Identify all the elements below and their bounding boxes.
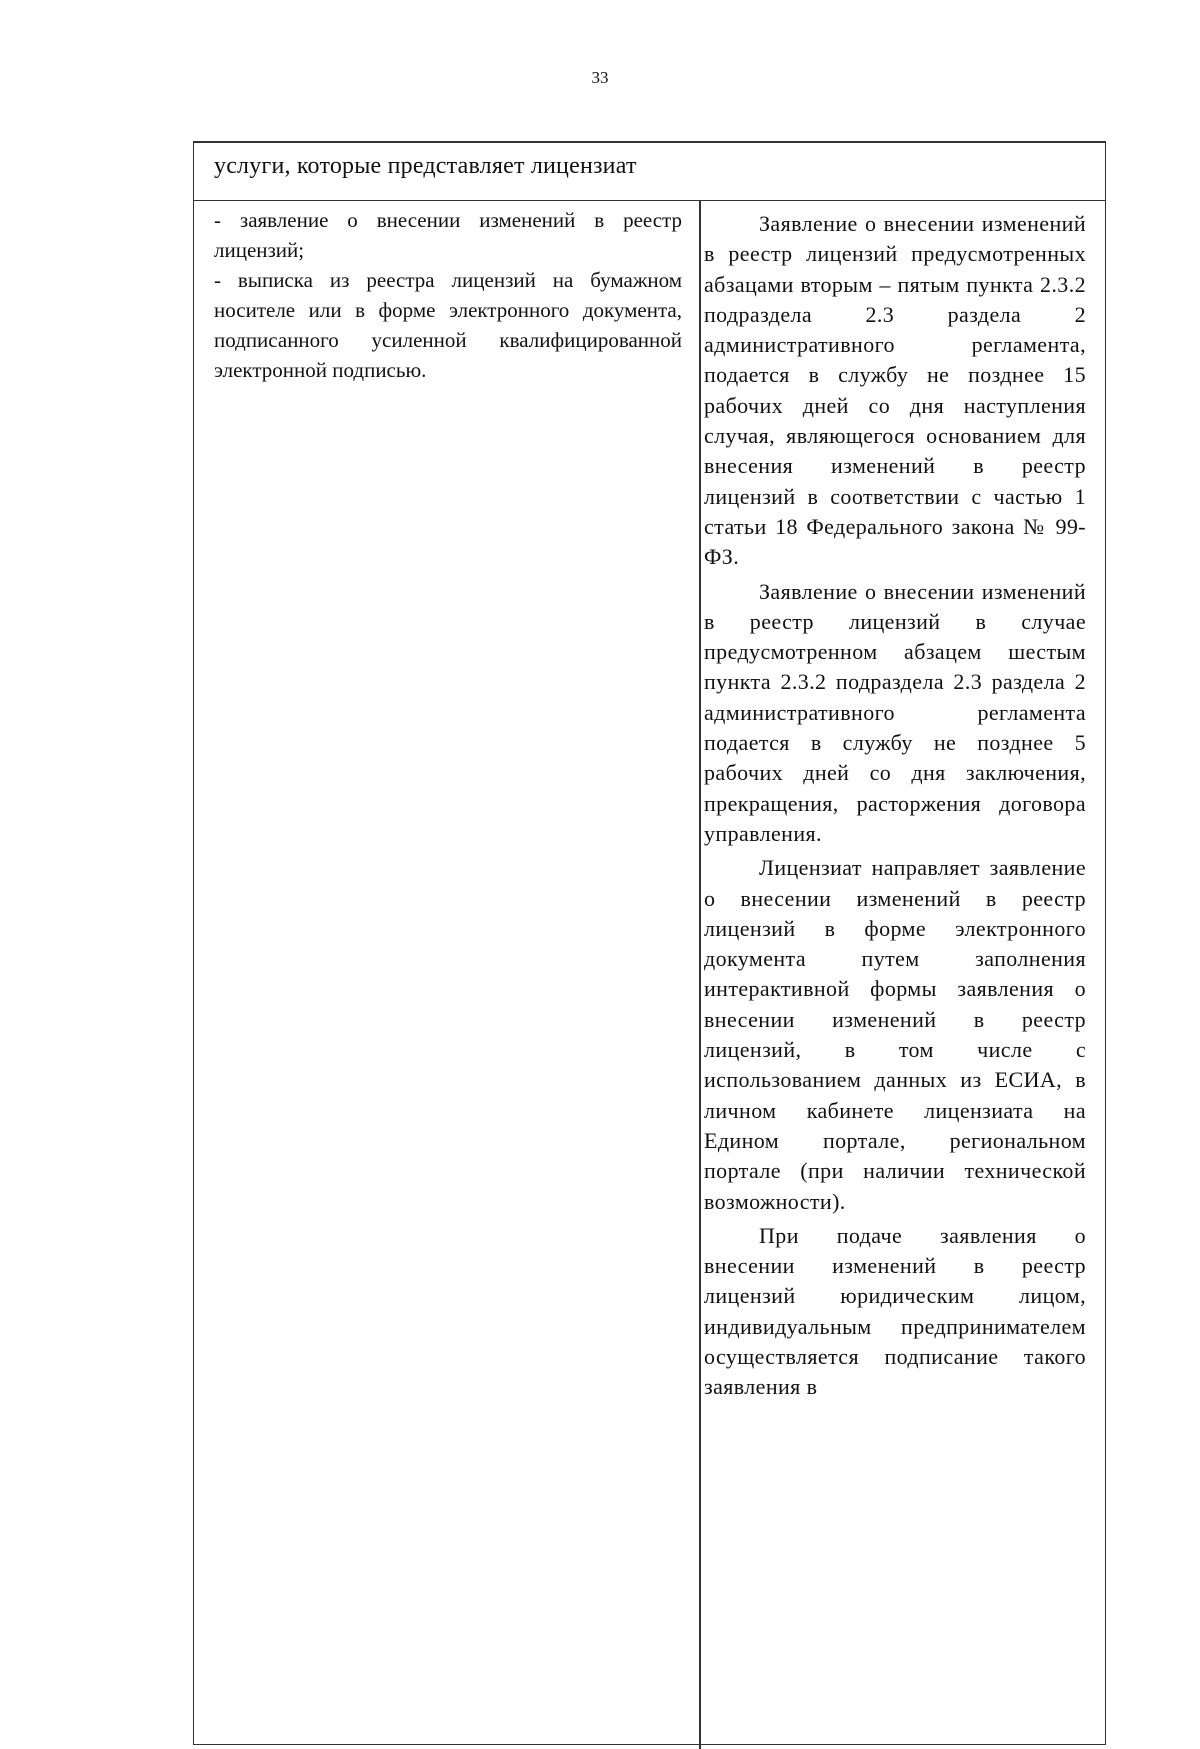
document-table	[193, 141, 1106, 1745]
page-number: 33	[591, 68, 609, 87]
right-column	[704, 209, 1086, 1407]
right-paragraph: Заявление о внесении изменений в реестр лицензий в случае предусмотренном абзацем шестым пункта 2.3.2 подраздела 2.3 раздела 2 административного регламента подается в службу не позднее 5 рабочих дней со дня заключения, прекращения, расторжения договора управления.	[704, 578, 1086, 846]
left-column	[214, 205, 682, 385]
left-item: - заявление о внесении изменений в реестр лицензий;	[214, 208, 682, 262]
right-paragraph: При подаче заявления о внесении изменений в реестр лицензий юридическим лицом, индивидуальным предпринимателем осуществляется подписание такого заявления в	[704, 1222, 1086, 1400]
right-paragraph: Лицензиат направляет заявление о внесении изменений в реестр лицензий в форме электронного документа путем заполнения интерактивной формы заявления о внесении изменений в реестр лицензий, в том числе с использованием данных из ЕСИА, в личном кабинете лицензиата на Едином портале, региональном портале (при наличии технической возможности).	[704, 855, 1086, 1214]
column-divider	[699, 201, 701, 1749]
left-item: - выписка из реестра лицензий на бумажном носителе или в форме электронного документа, подписанного усиленной квалифицированной электронной подписью.	[214, 268, 682, 382]
table-header-row	[194, 143, 1105, 201]
table-header-text: услуги, которые представляет лицензиат	[214, 153, 637, 179]
right-paragraph: Заявление о внесении изменений в реестр лицензий предусмотренных абзацами вторым – пятым пункта 2.3.2 подраздела 2.3 раздела 2 административного регламента, подается в службу не позднее 15 рабочих дней со дня наступления случая, являющегося основанием для внесения изменений в реестр лицензий в соответствии с частью 1 статьи 18 Федерального закона № 99-ФЗ.	[704, 211, 1086, 570]
